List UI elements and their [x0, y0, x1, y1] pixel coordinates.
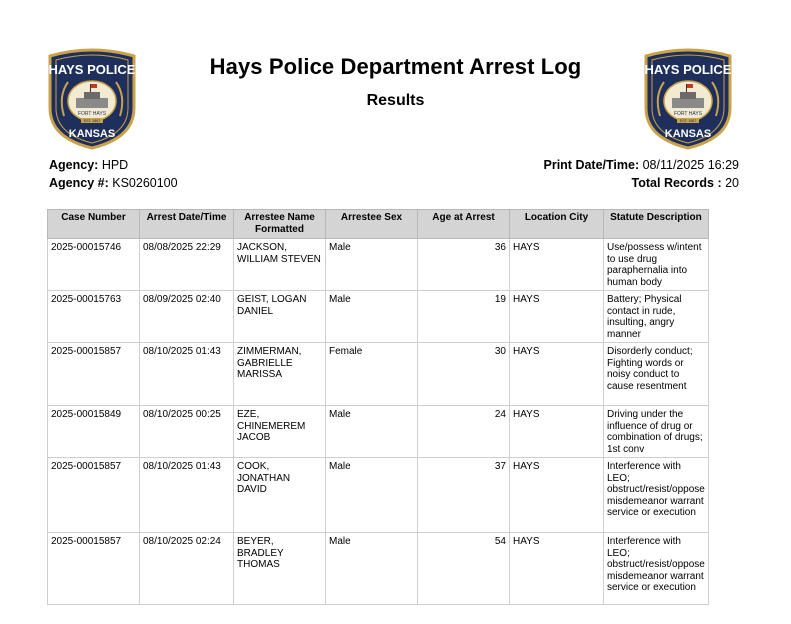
- report-subtitle: Results: [366, 92, 425, 109]
- arrestee-sex-cell: Male: [326, 458, 418, 533]
- column-header-age: Age at Arrest: [418, 210, 510, 239]
- arrestee-sex-cell: Male: [326, 533, 418, 605]
- column-header-case-number: Case Number: [48, 210, 140, 239]
- arrest-datetime-cell: 08/10/2025 02:24: [140, 533, 234, 605]
- column-header-arrestee-name: Arrestee Name Formatted: [234, 210, 326, 239]
- arrestee-sex-cell: Male: [326, 291, 418, 343]
- agency-number-value: KS0260100: [112, 176, 178, 190]
- svg-text:HAYS POLICE: HAYS POLICE: [644, 62, 732, 77]
- statute-cell: Interference with LEO; obstruct/resist/oppose misdemeanor warrant service or execution: [604, 533, 709, 605]
- statute-cell: Use/possess w/intent to use drug paraphernalia into human body: [604, 239, 709, 291]
- print-datetime-label: Print Date/Time:: [543, 158, 640, 172]
- statute-cell: Battery; Physical contact in rude, insulting, angry manner: [604, 291, 709, 343]
- svg-text:KANSAS: KANSAS: [664, 128, 712, 140]
- location-city-cell: HAYS: [510, 533, 604, 605]
- svg-text:EST. 1867: EST. 1867: [679, 119, 697, 123]
- case-number-cell: 2025-00015857: [48, 533, 140, 605]
- column-header-location-city: Location City: [510, 210, 604, 239]
- total-records-label: Total Records :: [631, 176, 722, 190]
- print-datetime-line: [544, 156, 740, 174]
- svg-text:HAYS POLICE: HAYS POLICE: [48, 62, 136, 77]
- age-cell: 24: [418, 406, 510, 458]
- age-cell: 37: [418, 458, 510, 533]
- arrestee-sex-cell: Female: [326, 343, 418, 406]
- table-row: [48, 343, 709, 406]
- case-number-cell: 2025-00015746: [48, 239, 140, 291]
- arrest-datetime-cell: 08/08/2025 22:29: [140, 239, 234, 291]
- arrest-datetime-cell: 08/10/2025 01:43: [140, 458, 234, 533]
- total-records-value: 20: [725, 176, 739, 190]
- table-header-row: [48, 210, 709, 239]
- print-info: [544, 156, 740, 192]
- age-cell: 36: [418, 239, 510, 291]
- statute-cell: Interference with LEO; obstruct/resist/oppose misdemeanor warrant service or execution: [604, 458, 709, 533]
- location-city-cell: HAYS: [510, 406, 604, 458]
- age-cell: 54: [418, 533, 510, 605]
- agency-line: [49, 156, 178, 174]
- arrestee-name-cell: ZIMMERMAN, GABRIELLE MARISSA: [234, 343, 326, 406]
- table-row: [48, 291, 709, 343]
- table-row: [48, 406, 709, 458]
- statute-cell: Driving under the influence of drug or combination of drugs; 1st conv: [604, 406, 709, 458]
- arrestee-sex-cell: Male: [326, 239, 418, 291]
- case-number-cell: 2025-00015857: [48, 458, 140, 533]
- arrest-datetime-cell: 08/10/2025 00:25: [140, 406, 234, 458]
- statute-cell: Disorderly conduct; Fighting words or noisy conduct to cause resentment: [604, 343, 709, 406]
- case-number-cell: 2025-00015763: [48, 291, 140, 343]
- table-row: [48, 533, 709, 605]
- arrestee-name-cell: GEIST, LOGAN DANIEL: [234, 291, 326, 343]
- table-row: [48, 458, 709, 533]
- agency-number-line: [49, 174, 178, 192]
- agency-number-label: Agency #:: [49, 176, 109, 190]
- age-cell: 30: [418, 343, 510, 406]
- location-city-cell: HAYS: [510, 291, 604, 343]
- case-number-cell: 2025-00015849: [48, 406, 140, 458]
- location-city-cell: HAYS: [510, 343, 604, 406]
- arrest-log-table: [47, 209, 709, 605]
- arrestee-name-cell: COOK, JONATHAN DAVID: [234, 458, 326, 533]
- table-row: [48, 239, 709, 291]
- location-city-cell: HAYS: [510, 239, 604, 291]
- case-number-cell: 2025-00015857: [48, 343, 140, 406]
- arrest-datetime-cell: 08/10/2025 01:43: [140, 343, 234, 406]
- arrestee-name-cell: BEYER, BRADLEY THOMAS: [234, 533, 326, 605]
- column-header-statute: Statute Description: [604, 210, 709, 239]
- column-header-arrest-datetime: Arrest Date/Time: [140, 210, 234, 239]
- svg-text:KANSAS: KANSAS: [68, 128, 116, 140]
- arrestee-sex-cell: Male: [326, 406, 418, 458]
- location-city-cell: HAYS: [510, 458, 604, 533]
- arrestee-name-cell: JACKSON, WILLIAM STEVEN: [234, 239, 326, 291]
- arrestee-name-cell: EZE, CHINEMEREM JACOB: [234, 406, 326, 458]
- column-header-arrestee-sex: Arrestee Sex: [326, 210, 418, 239]
- agency-info: [49, 156, 178, 192]
- agency-value: HPD: [101, 158, 129, 172]
- agency-label: Agency:: [49, 158, 99, 172]
- print-datetime-value: 08/11/2025 16:29: [642, 158, 739, 172]
- arrest-datetime-cell: 08/09/2025 02:40: [140, 291, 234, 343]
- svg-text:EST. 1867: EST. 1867: [83, 119, 101, 123]
- report-title: Hays Police Department Arrest Log: [209, 54, 582, 79]
- svg-text:FORT HAYS: FORT HAYS: [77, 111, 107, 117]
- svg-text:FORT HAYS: FORT HAYS: [673, 111, 703, 117]
- total-records-line: [544, 174, 740, 192]
- age-cell: 19: [418, 291, 510, 343]
